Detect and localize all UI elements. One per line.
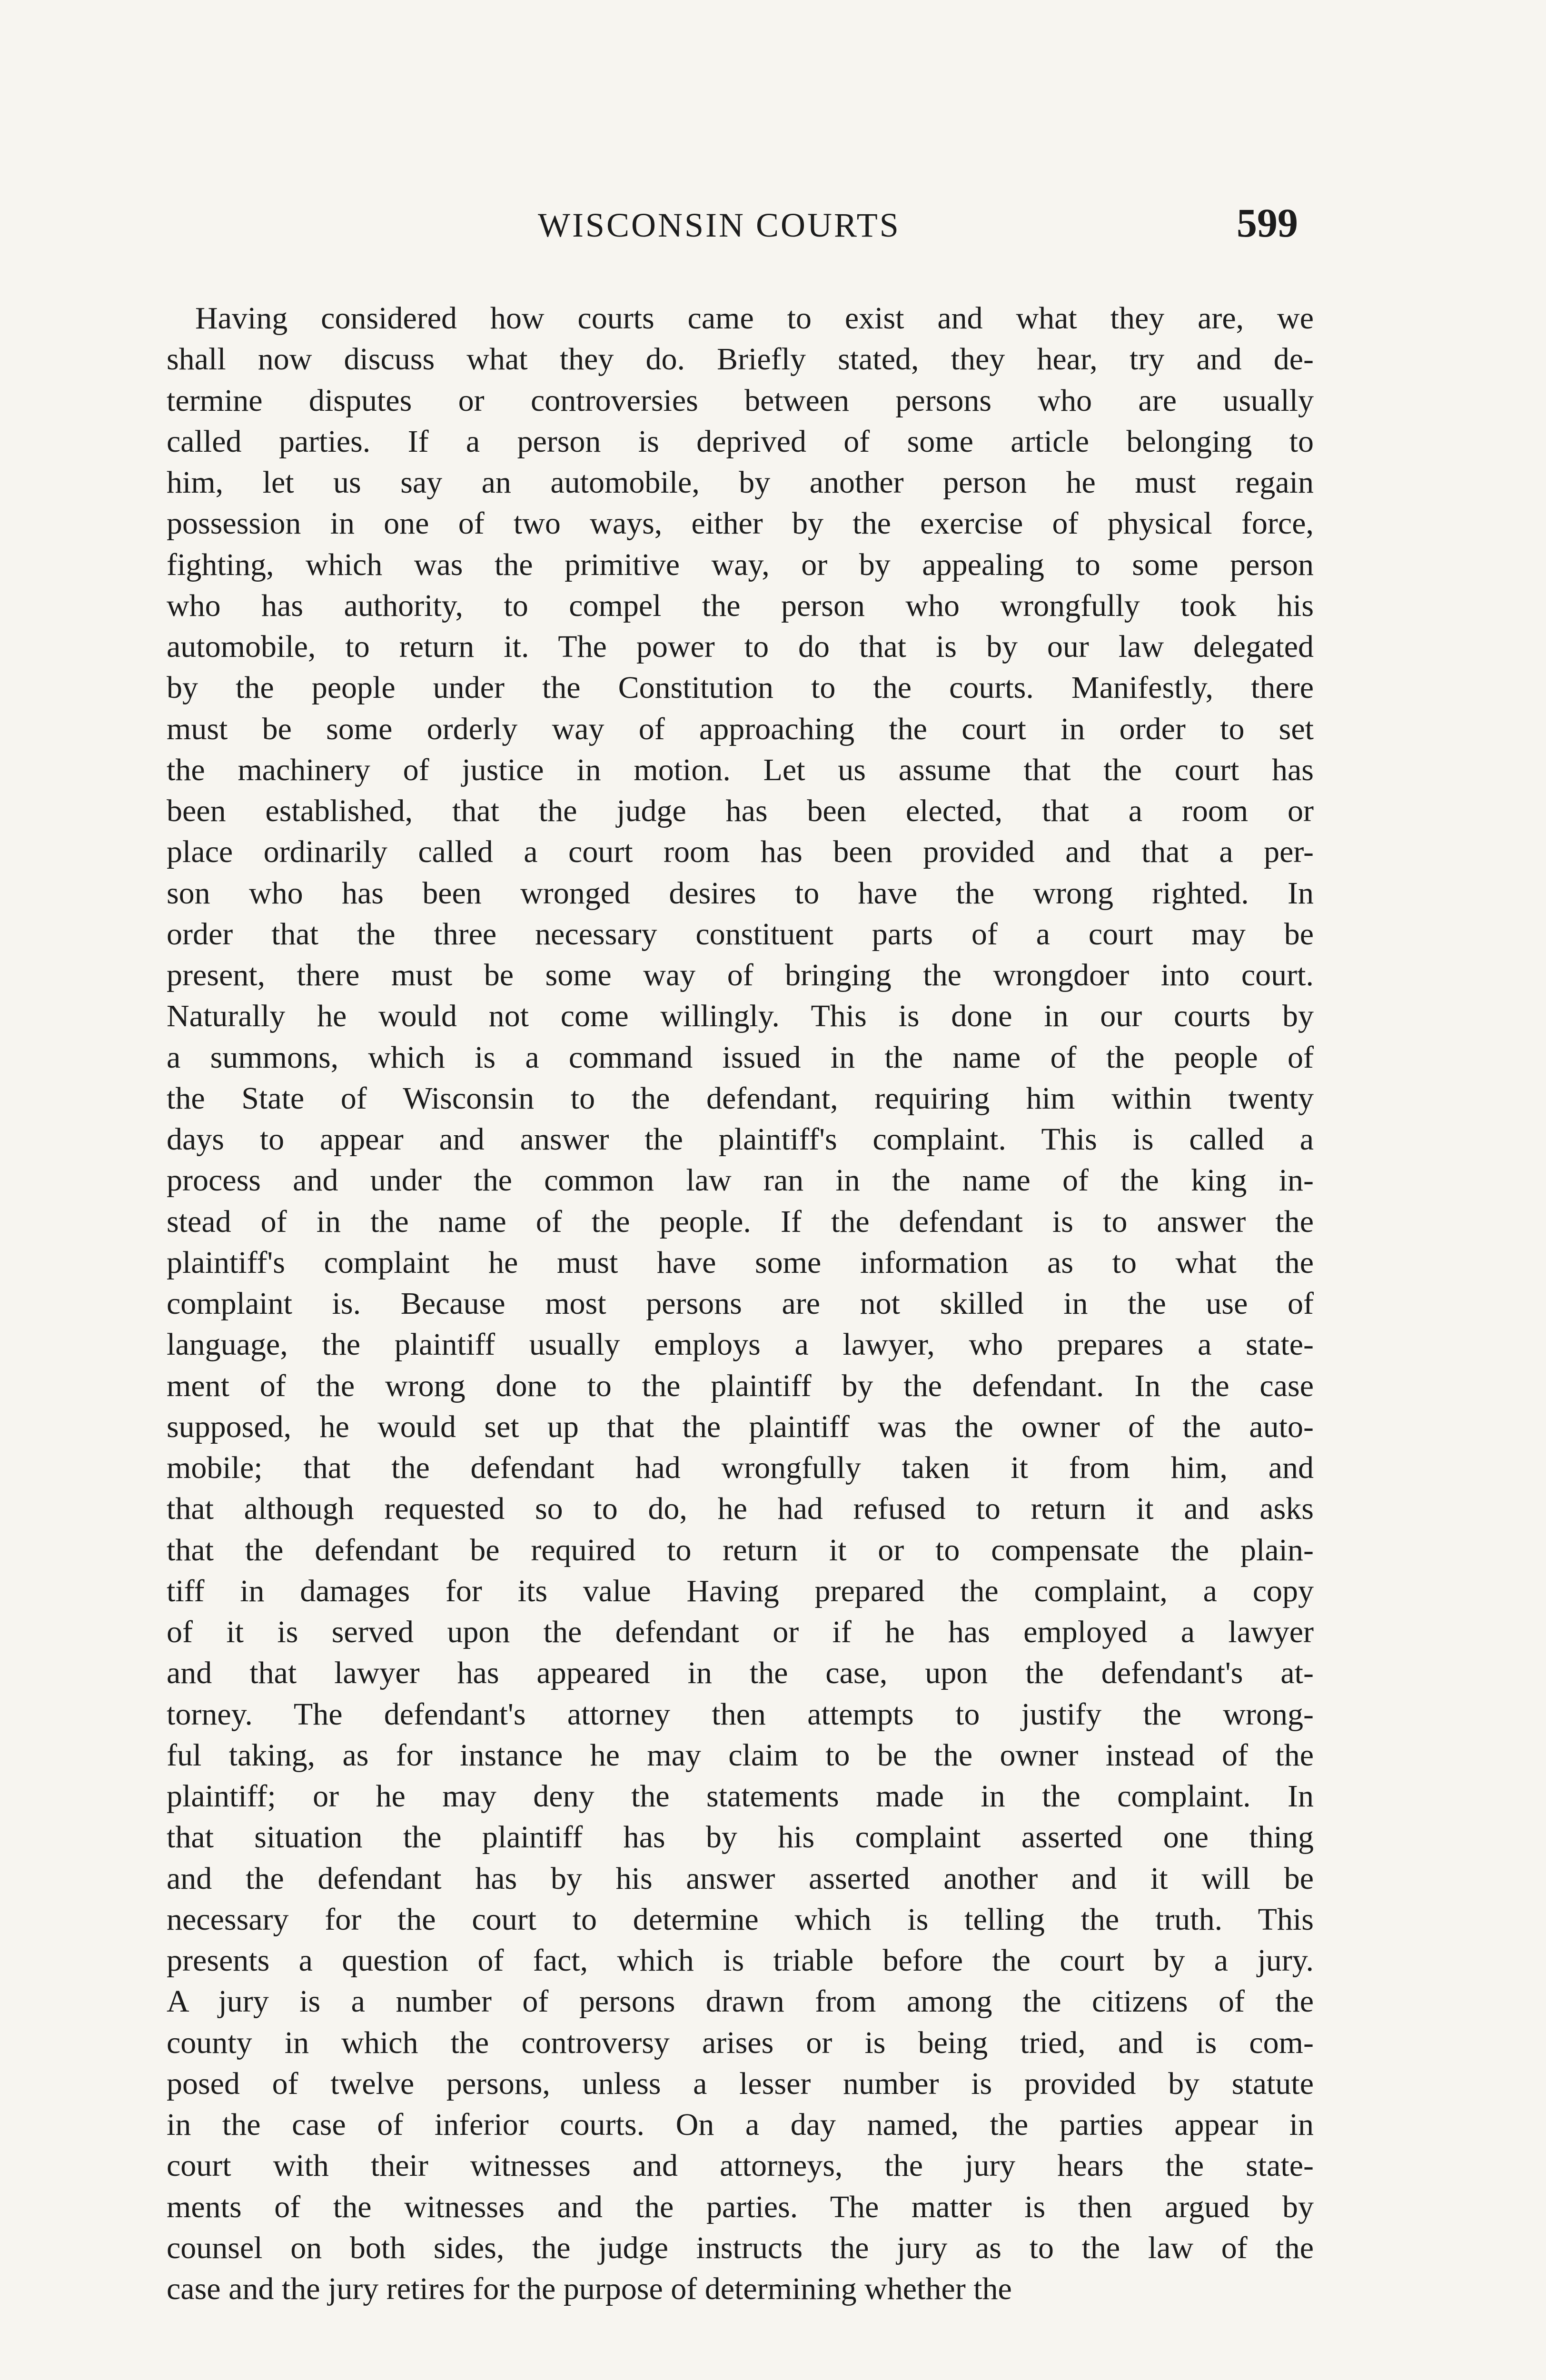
text-line: posed of twelve persons, unless a lesser number is provided by statute [167,2066,1314,2101]
text-line: necessary for the court to determine which is telling the truth. This [167,1902,1314,1937]
body-text [167,298,1314,2310]
text-line: order that the three necessary constituent parts of a court may be [167,916,1314,952]
text-line: son who has been wronged desires to have the wrong righted. In [167,875,1314,911]
text-line: presents a question of fact, which is triable before the court by a jury. [167,1943,1314,1978]
text-line: court with their witnesses and attorneys, the jury hears the state- [167,2148,1314,2183]
text-line: mobile; that the defendant had wrongfully taken it from him, and [167,1450,1314,1485]
text-line: the State of Wisconsin to the defendant, requiring him within twenty [167,1081,1314,1116]
text-line: must be some orderly way of approaching the court in order to set [167,711,1314,746]
text-line: by the people under the Constitution to the courts. Manifestly, there [167,670,1314,705]
text-line: process and under the common law ran in the name of the king in- [167,1163,1314,1198]
text-line: present, there must be some way of bringing the wrongdoer into court. [167,958,1314,992]
text-line: who has authority, to compel the person who wrongfully took his [167,588,1314,623]
text-line: tiff in damages for its value Having prepared the complaint, a copy [167,1573,1314,1608]
text-line: automobile, to return it. The power to do that is by our law delegated [167,629,1314,664]
text-line: place ordinarily called a court room has been provided and that a per- [167,834,1314,870]
text-line: that situation the plaintiff has by his complaint asserted one thing [167,1820,1314,1855]
text-line: a summons, which is a command issued in the name of the people of [167,1040,1314,1075]
text-line: county in which the controversy arises or is being tried, and is com- [167,2025,1314,2060]
text-line: the machinery of justice in motion. Let us assume that the court has [167,752,1314,787]
text-line: complaint is. Because most persons are not skilled in the use of [167,1286,1314,1321]
text-line: Having considered how courts came to exist and what they are, we [195,301,1314,336]
text-line: of it is served upon the defendant or if he has employed a lawyer [167,1615,1314,1649]
text-line: ment of the wrong done to the plaintiff by the defendant. In the case [167,1368,1314,1403]
text-line: torney. The defendant's attorney then attempts to justify the wrong- [167,1696,1314,1732]
text-line: counsel on both sides, the judge instructs the jury as to the law of the [167,2230,1314,2265]
text-line: stead of in the name of the people. If the defendant is to answer the [167,1204,1314,1239]
text-line: case and the jury retires for the purpose of determining whether the [167,2271,1012,2306]
text-line: shall now discuss what they do. Briefly stated, they hear, try and de- [167,342,1314,377]
text-line: supposed, he would set up that the plaintiff was the owner of the auto- [167,1409,1314,1444]
text-line: called parties. If a person is deprived of some article belonging to [167,424,1314,459]
text-line: fighting, which was the primitive way, or by appealing to some person [167,547,1314,582]
text-line: termine disputes or controversies between persons who are usually [167,383,1314,418]
text-line: and that lawyer has appeared in the case, upon the defendant's at- [167,1656,1314,1691]
text-line: in the case of inferior courts. On a day named, the parties appear in [167,2107,1314,2142]
text-line: ments of the witnesses and the parties. The matter is then argued by [167,2189,1314,2224]
text-line: language, the plaintiff usually employs a lawyer, who prepares a state- [167,1327,1314,1362]
text-line: plaintiff's complaint he must have some information as to what the [167,1245,1314,1280]
text-line: A jury is a number of persons drawn from among the citizens of the [167,1984,1314,2019]
text-line: ful taking, as for instance he may claim to be the owner instead of the [167,1737,1314,1773]
running-head: WISCONSIN COURTS [538,206,901,244]
text-line: that the defendant be required to return it or to compensate the plain- [167,1532,1314,1567]
text-line: days to appear and answer the plaintiff's complaint. This is called a [167,1122,1314,1157]
text-line: and the defendant has by his answer asserted another and it will be [167,1861,1314,1896]
text-line: possession in one of two ways, either by the exercise of physical force, [167,506,1314,541]
text-line: Naturally he would not come willingly. This is done in our courts by [167,999,1314,1034]
text-line: been established, that the judge has been elected, that a room or [167,793,1314,828]
text-line: that although requested so to do, he had refused to return it and asks [167,1491,1314,1527]
text-line: him, let us say an automobile, by another person he must regain [167,465,1314,500]
text-line: plaintiff; or he may deny the statements made in the complaint. In [167,1779,1314,1814]
page-number: 599 [1237,200,1298,246]
